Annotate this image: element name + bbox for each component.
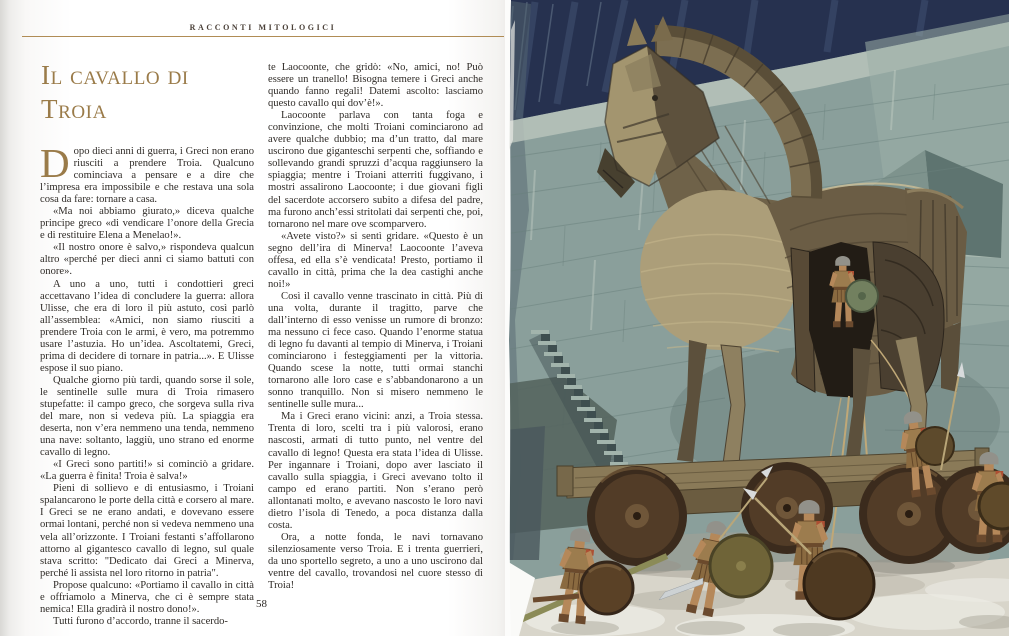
running-head-label: RACCONTI MITOLOGICI [189, 23, 337, 32]
paragraph: «I Greci sono partiti!» si cominciò a gridare. «La guerra è finita! Troia è salva!» [40, 459, 254, 483]
paragraph: Tutti furono d’accordo, tranne il sacerdo- [53, 615, 228, 627]
paragraph-text: opo dieci anni di guerra, i Greci non erano riusciti a prendere Troia. Qualcuno cominciava a pensare e a dire che l’impresa era impossibile e che restava una sola cosa da fare: tornare a casa. [40, 146, 254, 206]
paragraph: te Laocoonte, che gridò: «No, amici, no! Può essere un tranello! Bisogna temere i Greci anche quando fanno regali! Datemi ascolto: lasciamo questo cavallo qui dov’è!». [268, 62, 483, 110]
horse-eye [652, 95, 658, 101]
page-number: 58 [256, 598, 267, 610]
paragraph: «Ma noi abbiamo giurato,» diceva qualche principe greco «di vendicare l’onore della Grecia e di restituire Elena a Menelao!». [40, 206, 254, 242]
round-shield [581, 562, 633, 614]
paragraph: Laocoonte parlava con tanta foga e convinzione, che molti Troiani cominciarono ad avere qualche dubbio; ma d’un tratto, dal mare uscirono due giganteschi serpenti che, soffiando e sollevando grandi spruzzi d’acqua raggiunsero la spiaggia; mentre i Troiani atterriti fuggivano, i mostri assalirono Laocoonte; i due giovani figli del sacerdote accorsero subito a difesa del padre, ma furono anch’essi stritolati dai serpenti che, poi, tornarono nel mare ove scomparvero. [268, 110, 483, 230]
paragraph: Ma i Greci erano vicini: anzi, a Troia stessa. Trenta di loro, scelti tra i più valorosi, erano nascosti, armati di tutto punto, nel ventre del cavallo di legno! Questa era stata l’idea di Ulisse. Per ingannare i Troiani, dopo aver lasciato il cavallo sulla spiaggia, i Greci avevano tolto il campo ed erano partiti. Non s’erano però allontanati molto, e avevano nascosto le loro navi dietro l’isola di Tenedo, a poca distanza dalla costa. [268, 411, 483, 531]
paragraph: «Avete visto?» si sentì gridare. «Questo è un segno dell’ira di Minerva! Laocoonte l’aveva offesa, ed ella s’è vendicata! Presto, portiamo il cavallo in città, prima che la dea castighi anche noi!» [268, 230, 483, 290]
paragraph: A uno a uno, tutti i condottieri greci accettavano l’idea di concludere la guerra: allora Ulisse, che era di loro il più astuto, così parlò all’assemblea: «Amici, non siamo riusciti a prendere Troia con le armi, è vero, ma potremmo usare l’astuzia. Ho un’idea. Ascoltatemi, Greci, prima di decidere di tornare in patria...». E Ulisse espose il suo piano. [40, 278, 254, 374]
paragraph: Così il cavallo venne trascinato in città. Più di una volta, durante il tragitto, parve che dall’interno di esso venisse un rumore di bronzo: ma nessuno ci fece caso. Quando l’enorme statua di legno fu davanti al tempio di Minerva, i Troiani cominciarono i festeggiamenti per la vittoria. Quando scese la notte, tutti ormai stanchi tornarono alle loro case e s’abbandonarono a un sonno tranquillo. Non si misero nemmeno le sentinelle sulle mura... [268, 290, 483, 411]
paragraph: «Il nostro onore è salvo,» rispondeva qualcun altro «perché per dieci anni ci siamo battuti con onore». [40, 242, 254, 278]
page-title: Il cavallo di Troia [41, 60, 189, 124]
paragraph: Qualche giorno più tardi, quando sorse il sole, le sentinelle sulle mura di Troia rimasero stupefatte: il campo greco, che sorgeva sulla riva del mare, non si vedeva più. La spiaggia era deserta, non v’era nemmeno una tenda, nemmeno una nave: soltanto, laggiù, uno strano ed enorme cavallo di legno. [40, 374, 254, 459]
running-head-rule [22, 36, 504, 37]
text-column-1 [40, 56, 254, 628]
paragraph: Pieni di sollievo e di entusiasmo, i Troiani spalancarono le porte della città e corsero al mare. I Greci se ne erano andati, e dovevano essere ormai lontani, perché non si vedeva nemmeno una vela all’orizzonte. I Troiani festanti s’affollarono attorno al gigantesco cavallo di legno, sul quale stava scritto: "Dedicato dai Greci a Minerva, perché li assista nel loro ritorno in patria". [40, 483, 254, 579]
drop-cap: D [40, 140, 70, 186]
text-column-2 [268, 62, 483, 592]
paragraph: Ora, a notte fonda, le navi tornavano silenziosamente verso Troia. E i trenta guerrieri, da uno sportello segreto, a uno a uno uscirono dal ventre del cavallo, trovandosi nel cuore stesso di Troia! [268, 531, 483, 592]
paragraph [40, 140, 254, 206]
trojan-horse-illustration [505, 0, 1009, 636]
right-page [505, 0, 1009, 636]
paragraph: Propose qualcuno: «Portiamo il cavallo in città e offriamolo a Minerva, che ci è sempre stata nemica! Ella gradirà il nostro dono!». [40, 579, 254, 615]
